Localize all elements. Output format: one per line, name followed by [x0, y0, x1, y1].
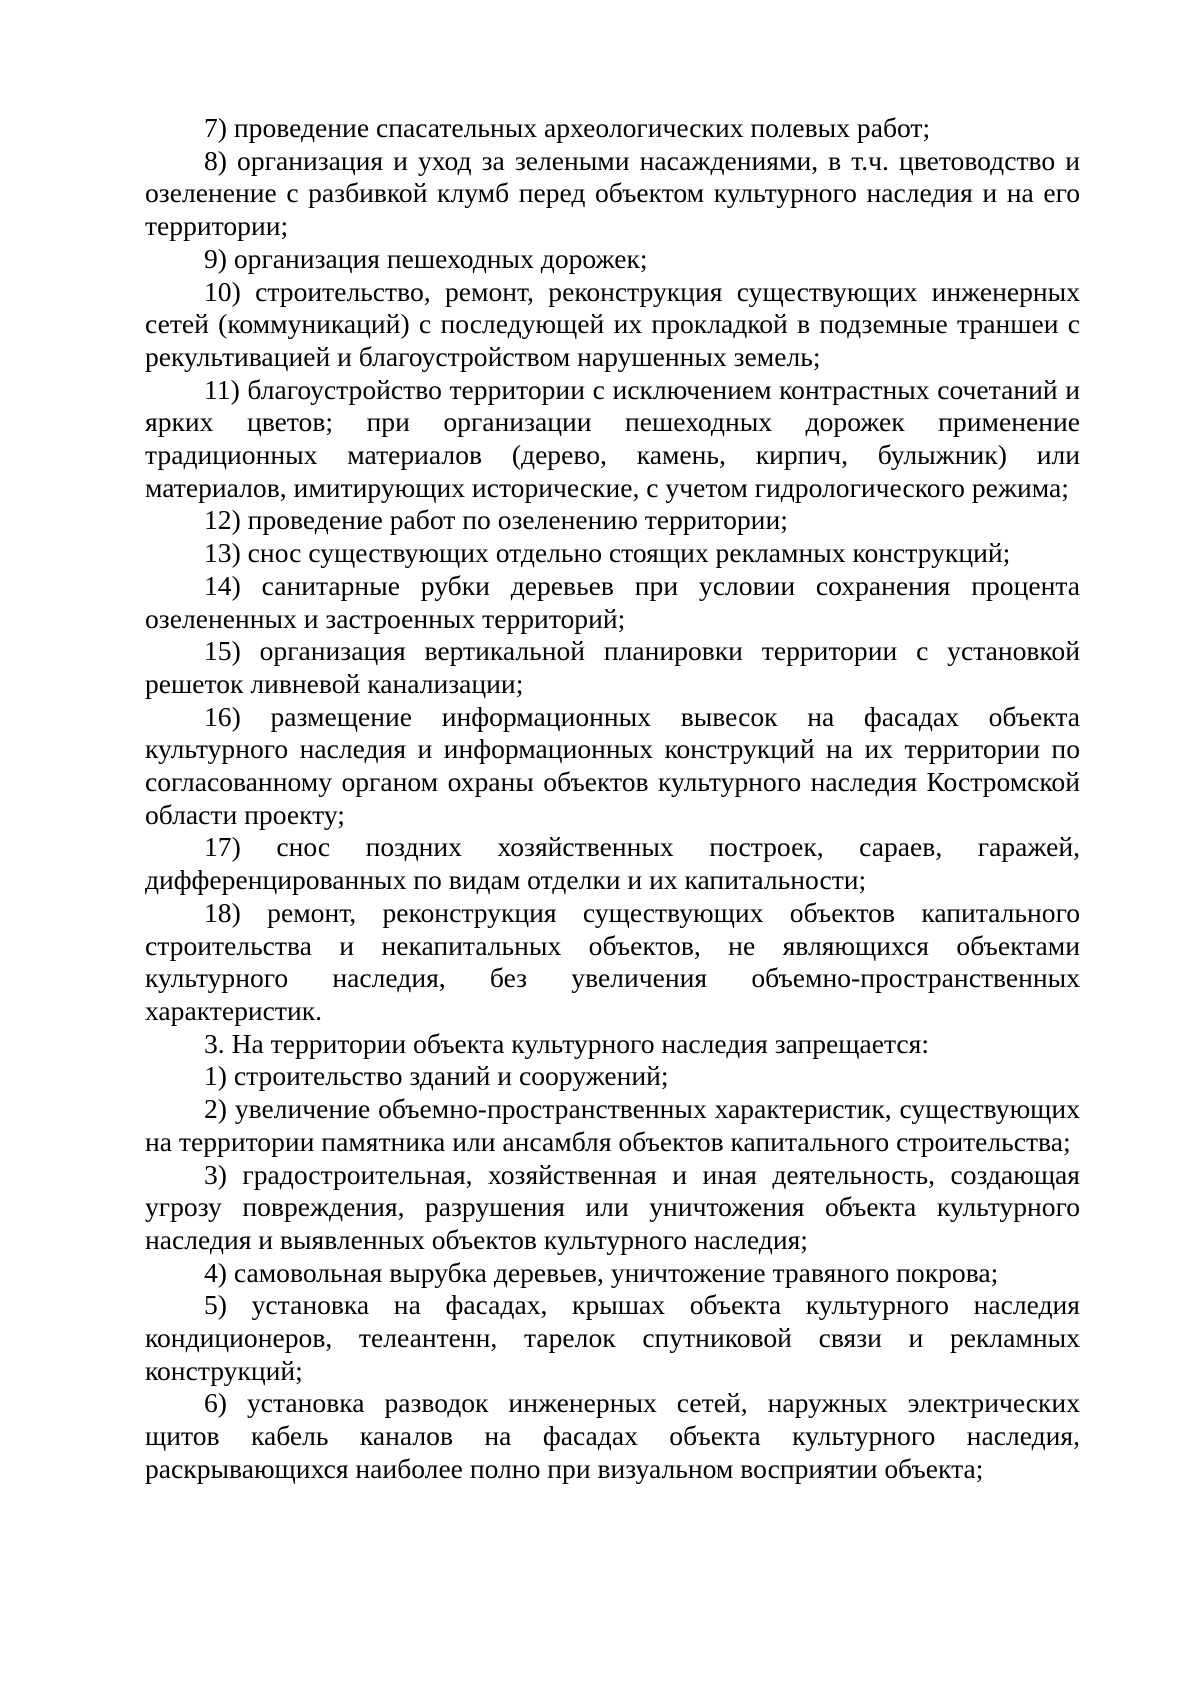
document-page — [145, 112, 1080, 1486]
prohibition-item-2: 2) увеличение объемно-пространственных характеристик, существующих на территории памятника или ансамбля объектов капитального строительства; — [145, 1093, 1080, 1157]
prohibition-item-3: 3) градостроительная, хозяйственная и иная деятельность, создающая угрозу повреждения, разрушения или уничтожения объекта культурного наследия и выявленных объектов культурного наследия; — [145, 1158, 1080, 1255]
paragraph-item-17: 17) снос поздних хозяйственных построек, сараев, гаражей, дифференцированных по видам отделки и их капитальности; — [145, 831, 1080, 896]
paragraph-item-15: 15) организация вертикальной планировки территории с установкой решеток ливневой канализации; — [145, 635, 1080, 699]
paragraph-item-10: 10) строительство, ремонт, реконструкция существующих инженерных сетей (коммуникаций) с последующей их прокладкой в подземные траншеи с рекультивацией и благоустройством нарушенных земель; — [145, 275, 1080, 372]
paragraph-item-12: 12) проведение работ по озеленению территории; — [204, 504, 788, 536]
paragraph-item-9: 9) организация пешеходных дорожек; — [204, 242, 648, 274]
paragraph-item-16: 16) размещение информационных вывесок на фасадах объекта культурного наследия и информационных конструкций на их территории по согласованному органом охраны объектов культурного наследия Костромской области проекту; — [145, 700, 1080, 830]
paragraph-item-11: 11) благоустройство территории с исключением контрастных сочетаний и ярких цветов; при организации пешеходных дорожек применение традиционных материалов (дерево, камень, кирпич, булыжник) или материалов, имитирующих исторические, с учетом гидрологического режима; — [145, 373, 1080, 503]
prohibition-item-4: 4) самовольная вырубка деревьев, уничтожение травяного покрова; — [204, 1256, 999, 1288]
paragraph-item-8: 8) организация и уход за зелеными насаждениями, в т.ч. цветоводство и озеленение с разбивкой клумб перед объектом культурного наследия и на его территории; — [145, 144, 1080, 242]
prohibition-item-6: 6) установка разводок инженерных сетей, наружных электрических щитов кабель каналов на фасадах объекта культурного наследия, раскрывающихся наиболее полно при визуальном восприятии объекта; — [145, 1387, 1080, 1484]
prohibition-item-5: 5) установка на фасадах, крышах объекта культурного наследия кондиционеров, телеантенн, тарелок спутниковой связи и рекламных конструкций; — [145, 1289, 1080, 1386]
paragraph-item-7: 7) проведение спасательных археологических полевых работ; — [204, 112, 931, 143]
section-3-heading: 3. На территории объекта культурного наследия запрещается: — [204, 1027, 930, 1059]
prohibition-item-1: 1) строительство зданий и сооружений; — [204, 1060, 669, 1092]
paragraph-item-14: 14) санитарные рубки деревьев при условии сохранения процента озелененных и застроенных территорий; — [145, 569, 1080, 634]
paragraph-item-13: 13) снос существующих отдельно стоящих рекламных конструкций; — [204, 537, 1011, 569]
paragraph-item-18: 18) ремонт, реконструкция существующих объектов капитального строительства и некапитальных объектов, не являющихся объектами культурного наследия, без увеличения объемно-пространственных характеристик. — [145, 896, 1080, 1026]
